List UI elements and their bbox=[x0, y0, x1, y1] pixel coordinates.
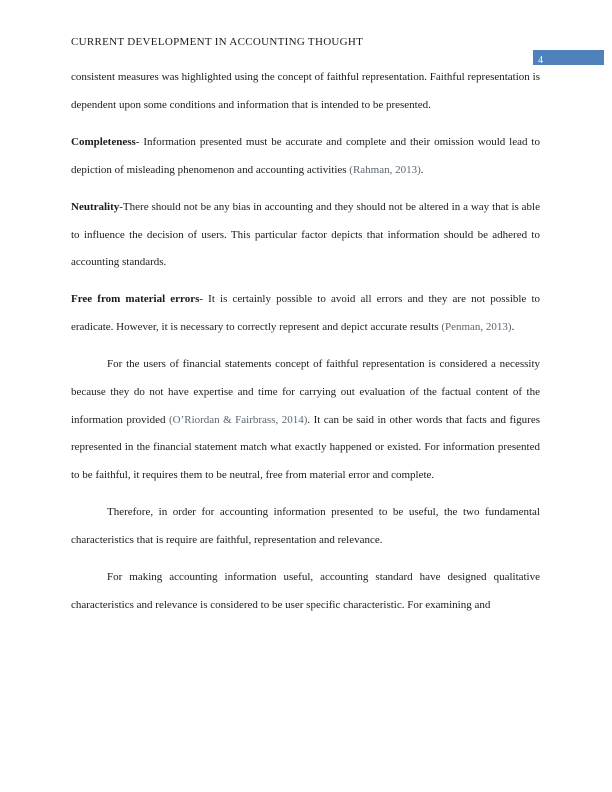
citation-text: (O’Riordan & Fairbrass, 2014) bbox=[168, 413, 308, 426]
text-run: . bbox=[420, 163, 424, 176]
text-run: Completeness bbox=[71, 135, 136, 148]
paragraph bbox=[71, 564, 540, 619]
header-title: CURRENT DEVELOPMENT IN ACCOUNTING THOUGHT bbox=[71, 36, 364, 48]
text-run: . It can be said in other words that facts and figures represented in the financial statement match what exactly happened or existed. For information presented to be faithful, it requires them to be neutral, free from material error and complete. bbox=[71, 413, 540, 482]
page-number: 4 bbox=[538, 55, 543, 66]
paragraph bbox=[71, 129, 540, 184]
text-run: For the users of financial statements concept of faithful representation is considered a necessity because they do not have expertise and time for carrying out evaluation of the factual content of the information provided bbox=[71, 358, 540, 426]
paragraph bbox=[71, 64, 540, 119]
page-number-badge bbox=[533, 50, 604, 65]
text-run: - Information presented must be accurate and complete and their omission would lead to depiction of misleading phenomenon and accounting activities bbox=[71, 135, 540, 176]
text-run: consistent measures was highlighted using the concept of faithful representation. Faithful representation is dependent upon some conditions and information that is intended to be presented. bbox=[71, 71, 540, 111]
text-run: For making accounting information useful, accounting standard have designed qualitative characteristics and relevance is considered to be user specific characteristic. For examining and bbox=[71, 571, 540, 611]
text-run: Therefore, in order for accounting information presented to be useful, the two fundamental characteristics that is require are faithful, representation and relevance. bbox=[71, 506, 540, 547]
document-body bbox=[71, 64, 540, 629]
text-run: - It is certainly possible to avoid all errors and they are not possible to eradicate. However, it is necessary to correctly represent and depict accurate results bbox=[71, 293, 541, 334]
paragraph bbox=[71, 194, 540, 277]
text-run: -There should not be any bias in accounting and they should not be altered in a way that is able to influence the decision of users. This particular factor depicts that information should be adhered to accounting standards. bbox=[71, 200, 540, 269]
citation-text: (Rahman, 2013) bbox=[349, 163, 421, 176]
text-run: Free from material errors bbox=[71, 293, 200, 306]
paragraph bbox=[71, 499, 540, 554]
paragraph bbox=[71, 351, 540, 490]
citation-text: (Penman, 2013) bbox=[441, 321, 512, 334]
text-run: Neutrality bbox=[71, 200, 120, 213]
text-run: . bbox=[511, 321, 515, 334]
paragraph bbox=[71, 286, 540, 341]
